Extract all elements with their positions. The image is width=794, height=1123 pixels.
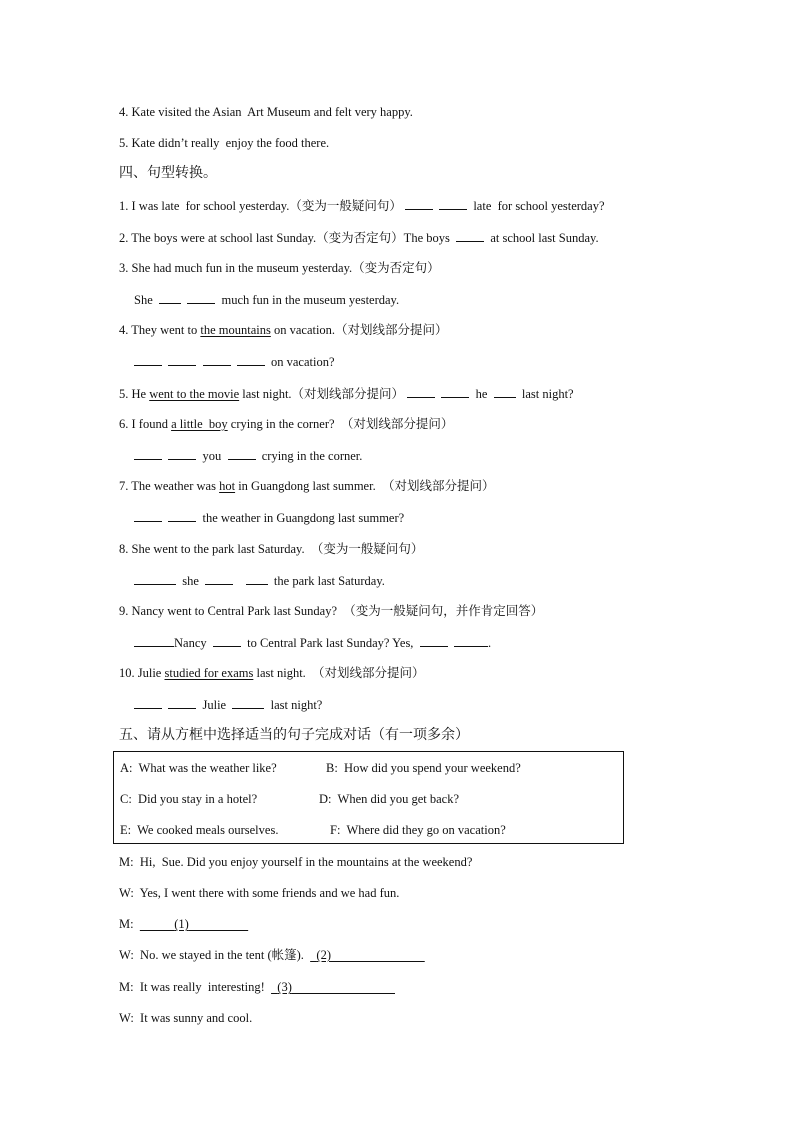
answer-blank[interactable]	[203, 353, 231, 366]
answer-blank[interactable]	[439, 197, 467, 210]
answer-blank[interactable]	[159, 291, 181, 304]
option-e: E: We cooked meals ourselves.	[120, 823, 279, 837]
options-box	[113, 751, 624, 844]
answer-blank[interactable]	[134, 634, 174, 647]
section-4-heading: 四、句型转换。	[119, 166, 217, 181]
option-d: D: When did you get back?	[319, 792, 460, 806]
statement-5: 5. Kate didn’t really enjoy the food there.	[119, 136, 330, 150]
question-10-answer: Julie last night?	[134, 696, 322, 713]
underlined-phrase: a little boy	[171, 417, 228, 431]
question-6: 6. I found a little boy crying in the corner? （对划线部分提问）	[119, 417, 454, 431]
underlined-phrase: went to the movie	[149, 387, 240, 401]
question-5: 5. He went to the movie last night.（对划线部分提问） he last night?	[119, 387, 574, 401]
option-b: B: How did you spend your weekend?	[326, 761, 521, 775]
answer-blank[interactable]	[134, 447, 162, 460]
question-4: 4. They went to the mountains on vacation.（对划线部分提问）	[119, 323, 448, 337]
question-7: 7. The weather was hot in Guangdong last summer. （对划线部分提问）	[119, 479, 495, 493]
answer-blank[interactable]	[168, 353, 196, 366]
answer-blank[interactable]	[134, 353, 162, 366]
answer-blank[interactable]	[420, 634, 448, 647]
question-3-answer: She much fun in the museum yesterday.	[134, 293, 400, 307]
question-9: 9. Nancy went to Central Park last Sunday? （变为一般疑问句，并作肯定回答）	[119, 604, 544, 618]
dialogue-line-1: M: Hi, Sue. Did you enjoy yourself in the mountains at the weekend?	[119, 855, 473, 869]
section-5-heading: 五、请从方框中选择适当的句子完成对话（有一项多余）	[119, 728, 469, 743]
answer-blank[interactable]	[456, 229, 484, 242]
answer-blank[interactable]	[168, 447, 196, 460]
statement-4: 4. Kate visited the Asian Art Museum and felt very happy.	[119, 105, 413, 119]
answer-blank[interactable]	[454, 634, 488, 647]
answer-blank[interactable]	[134, 572, 176, 585]
question-2: 2. The boys were at school last Sunday.（变为否定句）The boys at school last Sunday.	[119, 231, 599, 245]
question-10: 10. Julie studied for exams last night. （对划线部分提问）	[119, 666, 425, 680]
answer-blank[interactable]	[494, 385, 516, 398]
question-3: 3. She had much fun in the museum yesterday.（变为否定句）	[119, 261, 440, 275]
dialogue-blank-2[interactable]: (2)	[316, 948, 331, 962]
dialogue-line-4: W: No. we stayed in the tent (帐篷). (2)	[119, 947, 425, 963]
option-c: C: Did you stay in a hotel?	[120, 792, 258, 806]
answer-blank[interactable]	[134, 509, 162, 522]
dialogue-line-2: W: Yes, I went there with some friends and we had fun.	[119, 886, 400, 900]
question-1: 1. I was late for school yesterday.（变为一般疑问句） late for school yesterday?	[119, 199, 605, 213]
answer-blank[interactable]	[407, 385, 435, 398]
question-9-answer: Nancy to Central Park last Sunday? Yes, .	[134, 634, 491, 651]
question-7-answer: the weather in Guangdong last summer?	[134, 509, 404, 526]
question-8: 8. She went to the park last Saturday. （变为一般疑问句）	[119, 542, 424, 556]
dialogue-line-3: M: (1)	[119, 916, 248, 932]
answer-blank[interactable]	[134, 696, 162, 709]
answer-blank[interactable]	[441, 385, 469, 398]
option-f: F: Where did they go on vacation?	[330, 823, 506, 837]
underlined-phrase: studied for exams	[164, 666, 254, 680]
answer-blank[interactable]	[168, 696, 196, 709]
dialogue-blank-1[interactable]: (1)	[174, 917, 189, 931]
underlined-phrase: hot	[219, 479, 236, 493]
underlined-phrase: the mountains	[200, 323, 271, 337]
question-6-answer: you crying in the corner.	[134, 447, 362, 464]
answer-blank[interactable]	[213, 634, 241, 647]
answer-blank[interactable]	[237, 353, 265, 366]
answer-blank[interactable]	[405, 197, 433, 210]
answer-blank[interactable]	[228, 447, 256, 460]
option-a: A: What was the weather like?	[120, 761, 277, 775]
dialogue-blank-3[interactable]: (3)	[277, 980, 292, 994]
answer-blank[interactable]	[246, 572, 268, 585]
dialogue-line-5: M: It was really interesting! (3)	[119, 979, 395, 995]
answer-blank[interactable]	[168, 509, 196, 522]
answer-blank[interactable]	[205, 572, 233, 585]
answer-blank[interactable]	[232, 696, 264, 709]
answer-blank[interactable]	[187, 291, 215, 304]
question-4-answer: on vacation?	[134, 353, 335, 370]
question-8-answer: she the park last Saturday.	[134, 572, 385, 589]
dialogue-line-6: W: It was sunny and cool.	[119, 1011, 253, 1025]
